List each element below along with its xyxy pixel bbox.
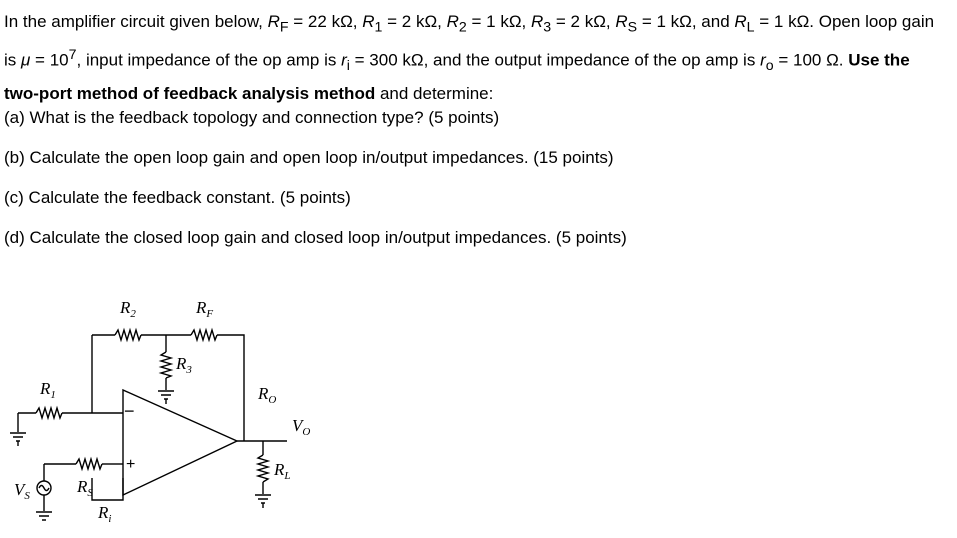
r2-value: = 1 kΩ, [466,12,531,31]
rs-label-symbol: R [77,477,88,496]
problem-end: and determine: [375,84,494,104]
r3-ground [158,391,174,404]
rf-resistor [191,330,217,340]
r1-resistor [36,408,62,418]
op-amp-triangle [123,390,237,495]
rf-value: = 22 kΩ, [288,12,363,31]
rs-resistor [76,459,102,469]
r2-label-symbol: R [120,298,131,317]
ri-symbol: r [341,51,347,71]
top-rail-right [217,335,244,441]
rf-label-symbol: R [196,298,207,317]
problem-text [4,8,949,108]
mu-symbol: μ [21,51,31,71]
r1-value: = 2 kΩ, [382,12,447,31]
ro-label [257,384,276,406]
rs-symbol: R [615,12,628,31]
rs-label [76,477,93,499]
vo-label [292,416,310,438]
rf-symbol: R [267,12,280,31]
rf-label [195,298,213,320]
r1-label-subscript: 1 [50,389,56,401]
vo-label-symbol: V [292,416,303,435]
rl-label-symbol: R [274,460,285,479]
r2-label [119,298,136,320]
ro-subscript: o [765,58,774,75]
vs-label [14,480,30,502]
rs-value: = 1 kΩ, and [637,12,735,31]
ri-label [97,503,111,525]
problem-intro: In the amplifier circuit given below, [4,12,268,31]
r1-label-symbol: R [40,379,51,398]
r3-value: = 2 kΩ, [551,12,616,31]
rs-subscript: S [627,19,638,36]
vs-label-symbol: V [14,480,25,499]
inverting-input-sign: − [124,401,135,421]
r3-resistor [161,352,171,378]
r2-label-subscript: 2 [130,308,136,320]
rl-resistor [258,455,268,482]
rl-value: = 1 kΩ. Open loop gain is [4,12,935,71]
noninverting-input-sign: + [126,456,136,473]
r3-label-subscript: 3 [186,364,192,376]
r3-symbol: R [530,12,544,31]
vs-label-subscript: S [24,490,30,502]
r1-ground [10,413,26,446]
question-c: (c) Calculate the feedback constant. (5 points) [4,188,351,207]
rs-label-subscript: S [87,487,93,499]
question-b: (b) Calculate the open loop gain and open loop in/output impedances. (15 points) [4,148,614,167]
ri-subscript: i [346,58,350,75]
ro-label-symbol: R [258,384,269,403]
ri-value: = 300 kΩ, and the output impedance of the op amp is [349,51,761,71]
ro-value: = 100 Ω. [773,51,849,71]
r3-subscript: 3 [543,19,552,36]
question-d: (d) Calculate the closed loop gain and closed loop in/output impedances. (5 points) [4,228,627,247]
r2-subscript: 2 [458,19,467,36]
rl-subscript: L [746,19,755,36]
r1-subscript: 1 [374,19,383,36]
ri-text: , input impedance of the op amp is [76,51,342,71]
mu-exponent: 7 [68,47,77,64]
r1-symbol: R [362,12,375,31]
rl-label-subscript: L [284,470,291,482]
vo-label-subscript: O [302,426,311,438]
rl-ground [255,495,271,508]
r3-label [175,354,192,376]
rf-subscript: F [279,19,289,36]
vs-source-wave [39,486,49,491]
ro-label-subscript: O [268,394,277,406]
mu-value: = 10 [30,51,69,71]
amplifier-circuit-diagram [0,290,340,530]
ri-label-symbol: R [98,503,109,522]
ri-label-subscript: i [108,513,112,525]
rl-label [273,460,291,482]
vs-ground [36,495,52,520]
r2-resistor [115,330,141,340]
rl-symbol: R [734,12,747,31]
r1-label [39,379,56,401]
r3-label-symbol: R [176,354,187,373]
r2-symbol: R [446,12,459,31]
method-instruction: Use the two-port method of feedback analysis method [4,51,910,104]
question-a: (a) What is the feedback topology and connection type? (5 points) [4,108,500,127]
problem-statement [4,8,949,108]
ro-symbol: r [760,51,766,71]
ri-bracket [92,478,123,500]
rf-label-subscript: F [206,308,214,320]
